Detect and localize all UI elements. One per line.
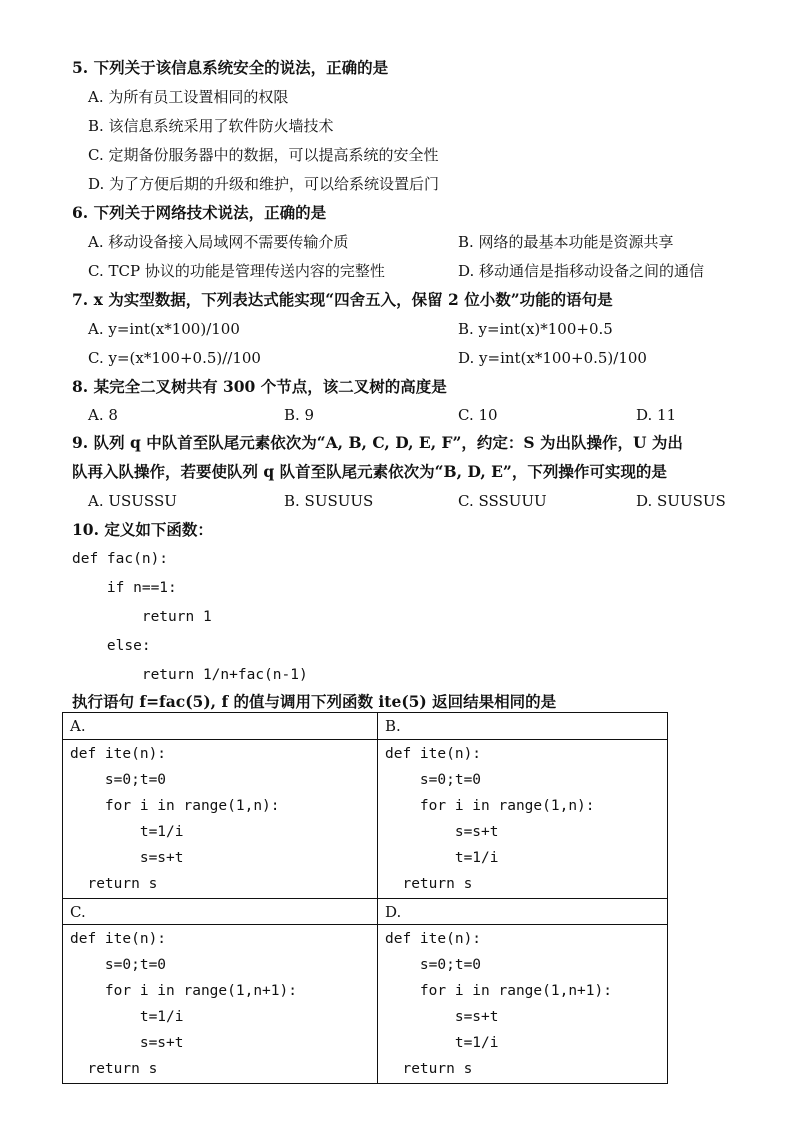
option-d-label: D.	[385, 903, 402, 921]
q8-option-a: A. 8	[88, 406, 118, 424]
q10-exec-statement: 执行语句 f=fac(5), f 的值与调用下列函数 ite(5) 返回结果相同的是	[72, 692, 557, 711]
q7-option-a: A. y=int(x*100)/100	[88, 320, 240, 338]
q8-option-c: C. 10	[458, 406, 498, 424]
q6-option-b: B. 网络的最基本功能是资源共享	[458, 233, 674, 251]
q7-option-d: D. y=int(x*100+0.5)/100	[458, 349, 647, 367]
q9-option-d: D. SUUSUS	[636, 492, 726, 510]
q5-stem: 5. 下列关于该信息系统安全的说法，正确的是	[72, 58, 389, 77]
option-b-code-1: def ite(n):	[385, 746, 482, 762]
q8-stem: 8. 某完全二叉树共有 300 个节点，该二叉树的高度是	[72, 377, 447, 396]
option-d-code-1: def ite(n):	[385, 931, 482, 947]
option-c-code-4: t=1/i	[70, 1009, 184, 1025]
option-a-code-5: s=s+t	[70, 850, 184, 866]
q6-option-c: C. TCP 协议的功能是管理传送内容的完整性	[88, 262, 385, 280]
q6-option-d: D. 移动通信是指移动设备之间的通信	[458, 262, 705, 280]
option-d-code-3: for i in range(1,n+1):	[385, 983, 612, 999]
q5-option-a: A. 为所有员工设置相同的权限	[88, 88, 289, 106]
option-b-label: B.	[385, 717, 401, 735]
option-b-code-2: s=0;t=0	[385, 772, 482, 788]
option-c-code-3: for i in range(1,n+1):	[70, 983, 297, 999]
q5-option-d: D. 为了方便后期的升级和维护，可以给系统设置后门	[88, 175, 440, 193]
option-a-code-1: def ite(n):	[70, 746, 167, 762]
table-divider-mid	[62, 898, 668, 899]
option-a-code-3: for i in range(1,n):	[70, 798, 280, 814]
option-b-code-6: return s	[385, 876, 473, 892]
fac-code-line-2: if n==1:	[72, 580, 177, 596]
option-c-code-1: def ite(n):	[70, 931, 167, 947]
table-divider-low	[62, 924, 668, 925]
q9-option-b: B. SUSUUS	[284, 492, 374, 510]
option-b-code-4: s=s+t	[385, 824, 499, 840]
q8-option-b: B. 9	[284, 406, 315, 424]
q5-option-b: B. 该信息系统采用了软件防火墙技术	[88, 117, 334, 135]
fac-code-line-1: def fac(n):	[72, 551, 169, 567]
q10-stem: 10. 定义如下函数：	[72, 520, 213, 539]
fac-code-line-3: return 1	[72, 609, 212, 625]
q9-stem-line1: 9. 队列 q 中队首至队尾元素依次为“A, B, C, D, E, F”，约定：S 为出队操作，U 为出	[72, 433, 683, 452]
q7-option-b: B. y=int(x)*100+0.5	[458, 320, 613, 338]
option-a-code-6: return s	[70, 876, 158, 892]
q5-option-c: C. 定期备份服务器中的数据，可以提高系统的安全性	[88, 146, 439, 164]
fac-code-line-4: else:	[72, 638, 151, 654]
option-b-code-3: for i in range(1,n):	[385, 798, 595, 814]
fac-code-line-5: return 1/n+fac(n-1)	[72, 667, 308, 683]
option-d-code-2: s=0;t=0	[385, 957, 482, 973]
q6-option-a: A. 移动设备接入局域网不需要传输介质	[88, 233, 349, 251]
q9-option-a: A. USUSSU	[88, 492, 177, 510]
option-a-code-4: t=1/i	[70, 824, 184, 840]
option-c-code-2: s=0;t=0	[70, 957, 167, 973]
q7-option-c: C. y=(x*100+0.5)//100	[88, 349, 261, 367]
option-b-code-5: t=1/i	[385, 850, 499, 866]
option-c-code-6: return s	[70, 1061, 158, 1077]
q9-option-c: C. SSSUUU	[458, 492, 547, 510]
q9-stem-line2: 队再入队操作，若要使队列 q 队首至队尾元素依次为“B, D, E”，下列操作可实现的是	[72, 462, 667, 481]
option-d-code-6: return s	[385, 1061, 473, 1077]
q7-stem: 7. x 为实型数据，下列表达式能实现“四舍五入，保留 2 位小数”功能的语句是	[72, 290, 613, 309]
q8-option-d: D. 11	[636, 406, 677, 424]
table-divider-top	[62, 739, 668, 740]
option-c-label: C.	[70, 903, 86, 921]
option-d-code-4: s=s+t	[385, 1009, 499, 1025]
option-a-label: A.	[70, 717, 86, 735]
option-c-code-5: s=s+t	[70, 1035, 184, 1051]
option-a-code-2: s=0;t=0	[70, 772, 167, 788]
q6-stem: 6. 下列关于网络技术说法，正确的是	[72, 203, 327, 222]
option-d-code-5: t=1/i	[385, 1035, 499, 1051]
